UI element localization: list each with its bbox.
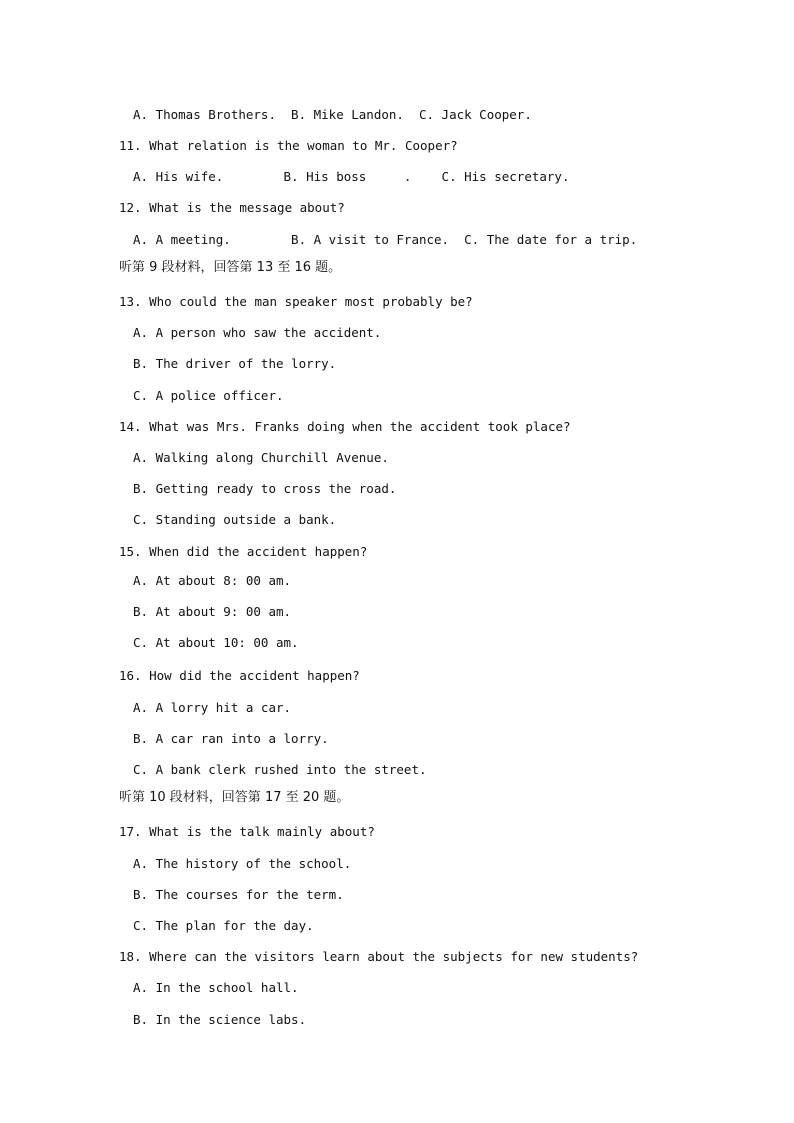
q16-option-c: C. A bank clerk rushed into the street. (133, 762, 427, 777)
q14-option-c: C. Standing outside a bank. (133, 512, 337, 527)
q14-option-b: B. Getting ready to cross the road. (133, 481, 397, 496)
section-instruction-9: 听第 9 段材料，回答第 13 至 16 题。 (119, 260, 342, 275)
q18-option-b: B. In the science labs. (133, 1012, 307, 1027)
question-15: 15. When did the accident happen? (119, 544, 368, 559)
question-18: 18. Where can the visitors learn about the subjects for new students? (119, 949, 639, 964)
q13-option-b: B. The driver of the lorry. (133, 356, 337, 371)
q17-option-b: B. The courses for the term. (133, 887, 344, 902)
q11-options: A. His wife. B. His boss . C. His secretary. (133, 169, 570, 184)
q17-option-a: A. The history of the school. (133, 856, 352, 871)
question-16: 16. How did the accident happen? (119, 668, 360, 683)
q12-options: A. A meeting. B. A visit to France. C. The date for a trip. (133, 232, 638, 247)
q13-option-c: C. A police officer. (133, 388, 284, 403)
q10-options: A. Thomas Brothers. B. Mike Landon. C. Jack Cooper. (133, 107, 532, 122)
question-17: 17. What is the talk mainly about? (119, 824, 375, 839)
q18-option-a: A. In the school hall. (133, 980, 299, 995)
q13-option-a: A. A person who saw the accident. (133, 325, 382, 340)
q17-option-c: C. The plan for the day. (133, 918, 314, 933)
question-13: 13. Who could the man speaker most probably be? (119, 294, 473, 309)
question-14: 14. What was Mrs. Franks doing when the accident took place? (119, 419, 571, 434)
q16-option-a: A. A lorry hit a car. (133, 700, 292, 715)
q16-option-b: B. A car ran into a lorry. (133, 731, 329, 746)
question-11: 11. What relation is the woman to Mr. Cooper? (119, 138, 458, 153)
q14-option-a: A. Walking along Churchill Avenue. (133, 450, 389, 465)
q15-option-b: B. At about 9: 00 am. (133, 604, 292, 619)
q15-option-a: A. At about 8: 00 am. (133, 573, 292, 588)
question-12: 12. What is the message about? (119, 200, 345, 215)
q15-option-c: C. At about 10: 00 am. (133, 635, 299, 650)
section-instruction-10: 听第 10 段材料，回答第 17 至 20 题。 (119, 790, 350, 805)
